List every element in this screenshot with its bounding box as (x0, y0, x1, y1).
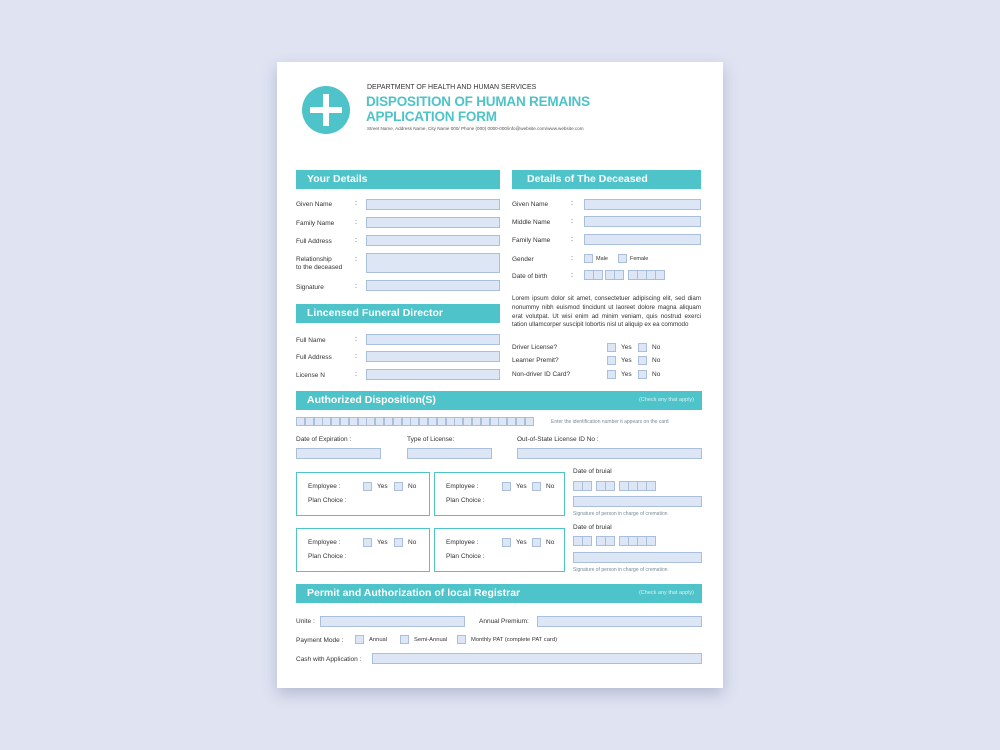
non-driver-no-checkbox[interactable] (638, 370, 647, 379)
permit-hint: (Check any that apply) (638, 590, 694, 596)
label-no: No (546, 539, 555, 546)
label-yes: Yes (621, 371, 632, 378)
id-digit-box[interactable] (314, 417, 323, 426)
gender-female-checkbox[interactable] (618, 254, 627, 263)
colon: : (355, 336, 357, 343)
id-digit-box[interactable] (507, 417, 516, 426)
fd-license-input[interactable] (366, 369, 500, 380)
colon: : (355, 219, 357, 226)
deceased-title: Details of The Deceased (527, 173, 648, 185)
id-digit-box[interactable] (296, 417, 305, 426)
id-digit-box[interactable] (384, 417, 393, 426)
id-digit-box[interactable] (490, 417, 499, 426)
id-digit-box[interactable] (481, 417, 490, 426)
non-driver-yes-checkbox[interactable] (607, 370, 616, 379)
permit-header (296, 584, 702, 603)
label-cash: Cash with Application : (296, 656, 362, 663)
disposition-header (296, 391, 702, 410)
label-yes: Yes (621, 357, 632, 364)
label-no: No (652, 344, 661, 351)
dob-box[interactable] (593, 270, 603, 280)
label-no: No (546, 483, 555, 490)
colon: : (355, 256, 357, 263)
id-digit-box[interactable] (446, 417, 455, 426)
colon: : (571, 200, 573, 207)
id-digit-box[interactable] (419, 417, 428, 426)
id-number-hint: Enter the identification number it appears on the card (551, 419, 669, 425)
lorem-paragraph: Lorem ipsum dolor sit amet, consectetuer adipiscing elit, sed diam nonummy nibh euismod tincidunt ut laoreet dolore magna aliquam erat volutpat. Ut wisi enim ad minim veniam, quis nostrud exerci tation ullamcorper suscipit lobortis nisl ut aliquip ex ea commodo (512, 295, 701, 329)
label-burial-date: Date of bruial (573, 524, 612, 531)
label-plan-choice: Plan Choice : (308, 553, 347, 560)
medical-cross-logo (301, 85, 351, 135)
your-details-title: Your Details (307, 173, 368, 185)
colon: : (571, 218, 573, 225)
id-digit-box[interactable] (393, 417, 402, 426)
burial-date-box[interactable] (605, 536, 615, 546)
colon: : (571, 272, 573, 279)
id-digit-box[interactable] (349, 417, 358, 426)
label-out-of-state: Out-of-State License ID No : (517, 436, 599, 443)
label-annual-premium: Annual Premium: (479, 618, 529, 625)
label-plan-choice: Plan Choice : (446, 553, 485, 560)
label-date-of-birth: Date of birth (512, 273, 548, 280)
department-name: DEPARTMENT OF HEALTH AND HUMAN SERVICES (367, 84, 537, 91)
label-annual: Annual (369, 637, 388, 643)
deceased-middle-name-input[interactable] (584, 216, 701, 227)
label-male: Male (596, 256, 608, 262)
label-employee: Employee : (308, 539, 341, 546)
burial-date-box[interactable] (582, 481, 592, 491)
learner-permit-no-checkbox[interactable] (638, 356, 647, 365)
employee-no-checkbox[interactable] (394, 538, 403, 547)
label-no: No (408, 483, 417, 490)
colon: : (571, 236, 573, 243)
application-form-page (277, 62, 723, 688)
employee-no-checkbox[interactable] (532, 538, 541, 547)
your-full-address-input[interactable] (366, 235, 500, 246)
label-deceased-family-name: Family Name (512, 237, 551, 244)
colon: : (355, 200, 357, 207)
signature-input[interactable] (366, 280, 500, 291)
label-full-address: Full Address (296, 238, 332, 245)
cremation-signature-hint: Signature of person in charge of cremation (573, 567, 668, 573)
id-digit-box[interactable] (305, 417, 314, 426)
label-yes: Yes (377, 483, 388, 490)
deceased-family-name-input[interactable] (584, 234, 701, 245)
employee-yes-checkbox[interactable] (502, 538, 511, 547)
burial-date-box[interactable] (605, 481, 615, 491)
label-yes: Yes (377, 539, 388, 546)
employee-box (296, 528, 430, 572)
label-fd-license: License N (296, 372, 325, 379)
label-semi-annual: Semi-Annual (414, 637, 448, 643)
relationship-input[interactable] (366, 253, 500, 273)
burial-date-box[interactable] (646, 536, 656, 546)
label-plan-choice: Plan Choice : (308, 497, 347, 504)
id-digit-box[interactable] (454, 417, 463, 426)
form-title-line1: DISPOSITION OF HUMAN REMAINS (366, 94, 590, 109)
your-family-name-input[interactable] (366, 217, 500, 228)
burial-date-box[interactable] (646, 481, 656, 491)
id-digit-box[interactable] (366, 417, 375, 426)
colon: : (571, 255, 573, 262)
label-signature: Signature (296, 284, 324, 291)
permit-title: Permit and Authorization of local Registrar (307, 587, 521, 599)
license-type-input[interactable] (407, 448, 492, 459)
label-monthly: Monthly PAT (complete PAT card) (471, 637, 558, 643)
funeral-director-header (296, 304, 500, 323)
label-gender: Gender (512, 256, 534, 263)
label-no: No (652, 357, 661, 364)
id-digit-box[interactable] (358, 417, 367, 426)
contact-address: Street Name, Address Name, City Name 000/ Phone (000) 0000-000/info@website.com/www.website.com (367, 126, 584, 131)
id-digit-box[interactable] (375, 417, 384, 426)
label-given-name: Given Name (296, 201, 333, 208)
label-yes: Yes (516, 539, 527, 546)
employee-yes-checkbox[interactable] (363, 538, 372, 547)
employee-box (434, 472, 565, 516)
label-fd-full-address: Full Address (296, 354, 332, 361)
dob-box[interactable] (655, 270, 665, 280)
label-employee: Employee : (446, 539, 479, 546)
id-digit-box[interactable] (437, 417, 446, 426)
label-burial-date: Date of bruial (573, 468, 612, 475)
disposition-hint: (Check any that apply) (638, 397, 694, 403)
disposition-title: Authorized Disposition(S) (307, 394, 436, 406)
label-driver-license: Driver License? (512, 344, 558, 351)
cremation-signature-hint: Signature of person in charge of cremation (573, 511, 668, 517)
employee-box (434, 528, 565, 572)
label-license-type: Type of License: (407, 436, 455, 443)
colon: : (355, 237, 357, 244)
deceased-given-name-input[interactable] (584, 199, 701, 210)
employee-yes-checkbox[interactable] (363, 482, 372, 491)
fd-full-name-input[interactable] (366, 334, 500, 345)
label-non-driver: Non-driver ID Card? (512, 371, 571, 378)
employee-no-checkbox[interactable] (394, 482, 403, 491)
expiration-input[interactable] (296, 448, 381, 459)
label-learner-permit: Learner Premit? (512, 357, 559, 364)
colon: : (355, 371, 357, 378)
your-given-name-input[interactable] (366, 199, 500, 210)
unite-input[interactable] (320, 616, 465, 627)
out-of-state-input[interactable] (517, 448, 702, 459)
label-unite: Unite : (296, 618, 315, 625)
label-payment-mode: Payment Mode : (296, 637, 344, 644)
driver-license-yes-checkbox[interactable] (607, 343, 616, 352)
label-relationship-1: Relationship (296, 256, 332, 263)
employee-yes-checkbox[interactable] (502, 482, 511, 491)
id-digit-box[interactable] (402, 417, 411, 426)
id-digit-box[interactable] (428, 417, 437, 426)
id-digit-box[interactable] (322, 417, 331, 426)
learner-permit-yes-checkbox[interactable] (607, 356, 616, 365)
label-female: Female (630, 256, 649, 262)
employee-box (296, 472, 430, 516)
label-deceased-given-name: Given Name (512, 201, 549, 208)
label-family-name: Family Name (296, 220, 335, 227)
label-no: No (408, 539, 417, 546)
gender-male-checkbox[interactable] (584, 254, 593, 263)
burial-date-box[interactable] (582, 536, 592, 546)
label-fd-full-name: Full Name (296, 337, 326, 344)
deceased-header (512, 170, 701, 189)
form-title-line2: APPLICATION FORM (366, 109, 497, 124)
driver-license-no-checkbox[interactable] (638, 343, 647, 352)
payment-annual-checkbox[interactable] (355, 635, 364, 644)
label-plan-choice: Plan Choice : (446, 497, 485, 504)
dob-box[interactable] (614, 270, 624, 280)
funeral-director-title: Lincensed Funeral Director (307, 307, 443, 319)
label-employee: Employee : (446, 483, 479, 490)
cash-input[interactable] (372, 653, 702, 664)
id-digit-box[interactable] (525, 417, 534, 426)
id-digit-box[interactable] (331, 417, 340, 426)
label-deceased-middle-name: Middle Name (512, 219, 551, 226)
annual-premium-input[interactable] (537, 616, 702, 627)
colon: : (355, 283, 357, 290)
your-details-header (296, 170, 500, 189)
label-relationship-2: to the deceased (296, 264, 343, 271)
cremation-signature-input[interactable] (573, 552, 702, 563)
cremation-signature-input[interactable] (573, 496, 702, 507)
id-digit-box[interactable] (340, 417, 349, 426)
payment-semi-annual-checkbox[interactable] (400, 635, 409, 644)
label-yes: Yes (516, 483, 527, 490)
id-digit-box[interactable] (516, 417, 525, 426)
fd-full-address-input[interactable] (366, 351, 500, 362)
id-digit-box[interactable] (472, 417, 481, 426)
employee-no-checkbox[interactable] (532, 482, 541, 491)
payment-monthly-checkbox[interactable] (457, 635, 466, 644)
label-expiration: Date of Expiration : (296, 436, 352, 443)
id-digit-box[interactable] (410, 417, 419, 426)
label-no: No (652, 371, 661, 378)
id-digit-box[interactable] (498, 417, 507, 426)
colon: : (355, 353, 357, 360)
label-yes: Yes (621, 344, 632, 351)
label-employee: Employee : (308, 483, 341, 490)
id-digit-box[interactable] (463, 417, 472, 426)
